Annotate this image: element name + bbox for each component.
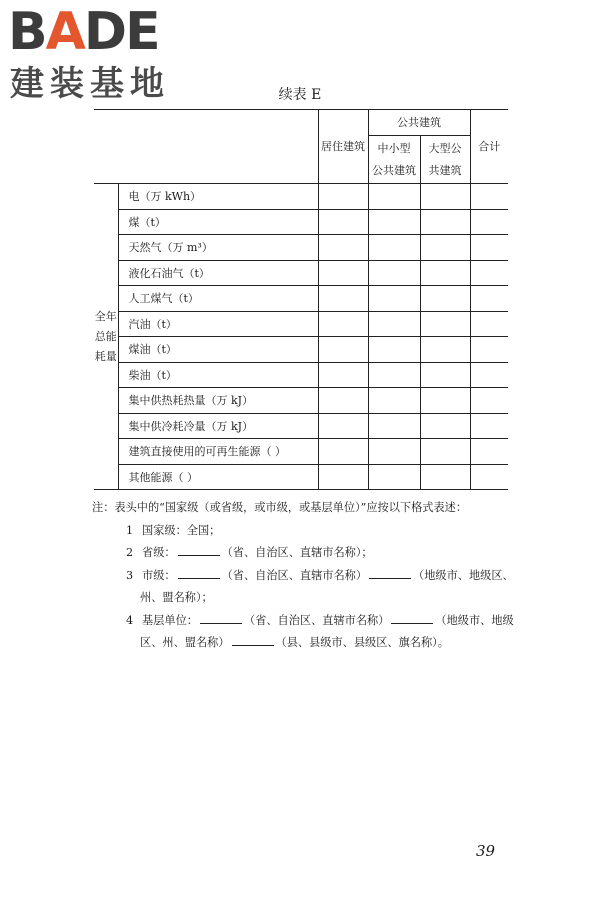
- note-1-number: 1: [126, 523, 134, 537]
- empty-cell: [470, 388, 508, 414]
- table-title-text: 续表 E: [278, 87, 322, 103]
- empty-cell: [420, 235, 470, 261]
- empty-cell: [318, 337, 368, 363]
- logo-letters: [8, 2, 159, 62]
- logo-subtitle: 建装基地: [10, 64, 170, 104]
- logo-letter: D: [83, 2, 126, 62]
- empty-cell: [318, 184, 368, 210]
- table-row: [94, 286, 508, 312]
- note-2-text-a: 省级：: [142, 546, 176, 559]
- row-label: 集中供冷耗冷量（万 kJ）: [118, 413, 318, 439]
- empty-cell: [318, 413, 368, 439]
- empty-cell: [368, 362, 420, 388]
- note-4-text-b: （省、自治区、直辖市名称）: [243, 613, 390, 627]
- empty-cell: [368, 286, 420, 312]
- row-label: 柴油（t）: [118, 362, 318, 388]
- note-3-text-b: （省、自治区、直辖市名称）: [221, 568, 368, 582]
- header-public-small-line2: 公共建筑: [372, 163, 416, 177]
- row-label: 建筑直接使用的可再生能源（ ）: [118, 439, 318, 465]
- empty-cell: [368, 260, 420, 286]
- empty-cell: [368, 337, 420, 363]
- table-row: [94, 362, 508, 388]
- empty-cell: [470, 209, 508, 235]
- empty-cell: [318, 209, 368, 235]
- empty-cell: [470, 311, 508, 337]
- empty-cell: [470, 362, 508, 388]
- table-row: [94, 260, 508, 286]
- empty-cell: [420, 439, 470, 465]
- blank-line: [369, 566, 411, 579]
- empty-cell: [368, 235, 420, 261]
- blank-line: [178, 543, 220, 556]
- row-label: 汽油（t）: [118, 311, 318, 337]
- empty-cell: [470, 464, 508, 490]
- empty-cell: [420, 209, 470, 235]
- blank-line: [200, 611, 242, 624]
- notes: [92, 497, 512, 655]
- blank-line: [232, 633, 274, 646]
- empty-cell: [368, 311, 420, 337]
- blank-line: [391, 611, 433, 624]
- group-label-line: 耗量: [94, 349, 117, 363]
- note-1-text: 国家级：全国；: [142, 523, 221, 537]
- table-body: [94, 184, 508, 490]
- note-4-text-d: 区、州、盟名称）: [140, 636, 230, 649]
- note-4-text-c: （地级市、地级: [435, 613, 514, 627]
- table-row: [94, 235, 508, 261]
- empty-cell: [470, 184, 508, 210]
- table-corner: [94, 110, 318, 184]
- header-public-large: [420, 136, 470, 184]
- empty-cell: [318, 439, 368, 465]
- empty-cell: [420, 337, 470, 363]
- table-row: [94, 209, 508, 235]
- note-3-text-a: 市级：: [142, 568, 176, 582]
- row-label: 人工煤气（t）: [118, 286, 318, 312]
- group-label-line: 全年: [94, 309, 117, 323]
- empty-cell: [318, 362, 368, 388]
- note-3-cont: 州、盟名称）；: [140, 591, 213, 604]
- empty-cell: [318, 260, 368, 286]
- note-3: [92, 565, 512, 588]
- empty-cell: [368, 209, 420, 235]
- table-row: [94, 388, 508, 414]
- empty-cell: [470, 337, 508, 363]
- row-label: 天然气（万 m³）: [118, 235, 318, 261]
- note-1: [92, 520, 512, 543]
- table-title: [0, 84, 600, 104]
- note-3-text-c: （地级市、地级区、: [413, 568, 514, 582]
- note-2-text-b: （省、自治区、直辖市名称）；: [221, 546, 373, 559]
- page-number: 39: [476, 842, 496, 860]
- empty-cell: [470, 286, 508, 312]
- empty-cell: [318, 235, 368, 261]
- empty-cell: [470, 235, 508, 261]
- note-4-text-a: 基层单位：: [142, 613, 198, 627]
- logo-letter: B: [8, 2, 46, 62]
- note-2-number: 2: [126, 546, 134, 559]
- header-public-group: 公共建筑: [368, 110, 470, 136]
- empty-cell: [470, 439, 508, 465]
- note-2: [92, 542, 512, 565]
- note-4: [92, 610, 512, 633]
- empty-cell: [318, 311, 368, 337]
- table-row: [94, 439, 508, 465]
- empty-cell: [368, 413, 420, 439]
- energy-consumption-table: [94, 109, 508, 490]
- note-4-cont: [92, 632, 512, 655]
- table-row: [94, 184, 508, 210]
- blank-line: [178, 566, 220, 579]
- row-label: 煤（t）: [118, 209, 318, 235]
- header-public-small-line1: 中小型: [377, 141, 411, 155]
- header-public-large-line2: 共建筑: [428, 163, 462, 177]
- table-row: [94, 311, 508, 337]
- empty-cell: [318, 464, 368, 490]
- table-row: [94, 413, 508, 439]
- header-public-small: [368, 136, 420, 184]
- empty-cell: [318, 286, 368, 312]
- empty-cell: [368, 464, 420, 490]
- group-label-line: 总能: [94, 329, 117, 343]
- logo-letter-accent: A: [45, 2, 84, 62]
- empty-cell: [420, 362, 470, 388]
- header-public-large-line1: 大型公: [428, 141, 462, 155]
- table-row: [94, 464, 508, 490]
- row-label: 煤油（t）: [118, 337, 318, 363]
- empty-cell: [420, 260, 470, 286]
- empty-cell: [470, 413, 508, 439]
- row-label: 液化石油气（t）: [118, 260, 318, 286]
- empty-cell: [318, 388, 368, 414]
- empty-cell: [368, 439, 420, 465]
- note-3-number: 3: [126, 568, 134, 582]
- empty-cell: [420, 388, 470, 414]
- empty-cell: [420, 311, 470, 337]
- header-residential: 居住建筑: [318, 110, 368, 184]
- table-row: [94, 337, 508, 363]
- header-total: 合计: [470, 110, 508, 184]
- empty-cell: [368, 388, 420, 414]
- empty-cell: [420, 184, 470, 210]
- note-4-number: 4: [126, 613, 134, 627]
- note-4-text-e: （县、县级市、县级区、旗名称）。: [275, 636, 449, 649]
- row-label: 其他能源（ ）: [118, 464, 318, 490]
- empty-cell: [420, 464, 470, 490]
- empty-cell: [420, 286, 470, 312]
- logo-letter: E: [125, 2, 159, 62]
- group-label-cell: [94, 184, 118, 490]
- row-label: 集中供热耗热量（万 kJ）: [118, 388, 318, 414]
- empty-cell: [420, 413, 470, 439]
- row-label: 电（万 kWh）: [118, 184, 318, 210]
- empty-cell: [368, 184, 420, 210]
- empty-cell: [470, 260, 508, 286]
- note-intro: 注：表头中的“国家级（或省级，或市级，或基层单位）”应按以下格式表述：: [92, 501, 468, 514]
